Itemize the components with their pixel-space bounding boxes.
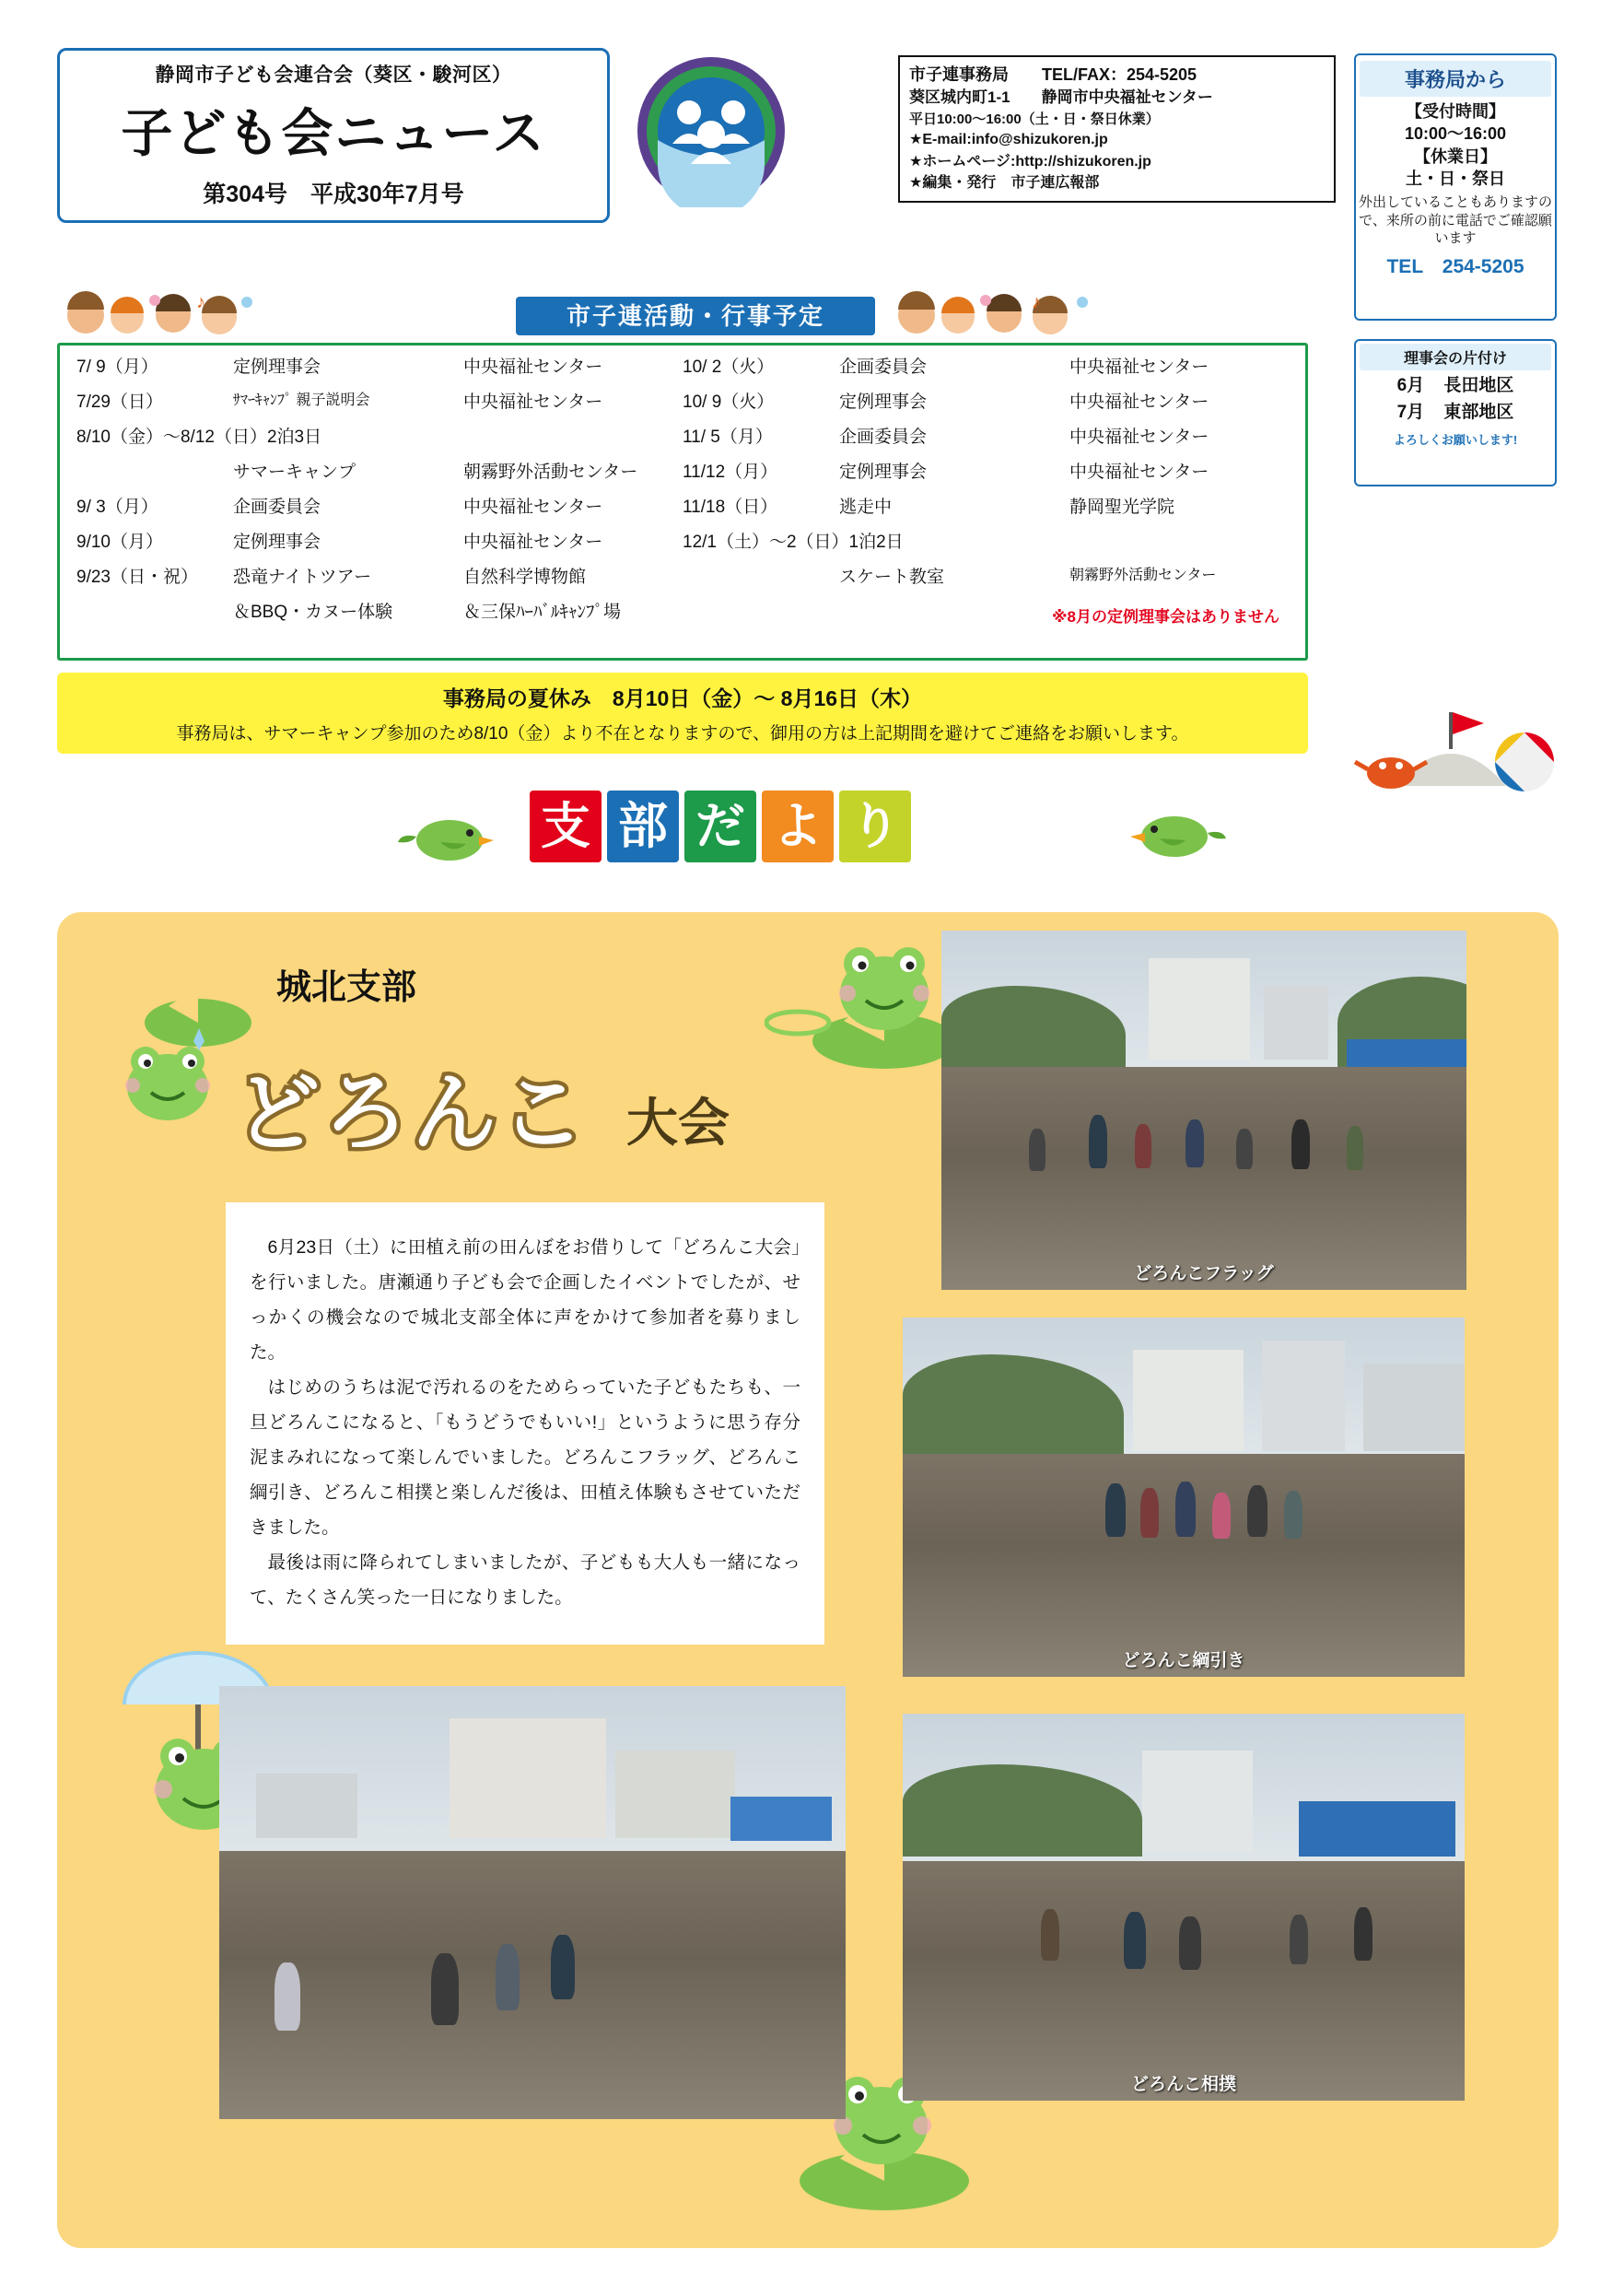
schedule-row	[76, 533, 683, 551]
schedule-place: ＆三保ﾊｰﾊﾞﾙｷｬﾝﾌﾟ場	[463, 603, 622, 622]
summer-break-banner	[57, 673, 1308, 754]
article-paragraph: はじめのうちは泥で汚れるのをためらっていた子どもたちも、一旦どろんこになると、「もうどうでもいい!」というように思う存分泥まみれになって楽しんでいました。どろんこフラッグ、どろんこ綱引き、どろんこ相撲と楽しんだ後は、田植え体験もさせていただきました。	[250, 1377, 800, 1539]
reception-label: 【受付時間】	[1406, 102, 1505, 121]
office-header: 事務局から	[1360, 61, 1551, 97]
cleanup-month: 6月	[1396, 376, 1425, 395]
schedule-place: 中央福祉センター	[463, 533, 603, 552]
schedule-event: 定例理事会	[233, 357, 321, 377]
kids-decoration-icon	[63, 287, 330, 338]
schedule-row	[76, 498, 683, 516]
schedule-place: 中央福祉センター	[463, 392, 603, 412]
bird-icon	[1119, 800, 1230, 864]
branch-name: 城北支部	[276, 968, 417, 1007]
photo-caption: どろんこフラッグ	[1134, 1264, 1274, 1283]
schedule-event: スケート教室	[839, 568, 945, 587]
svg-text:♪: ♪	[196, 292, 205, 312]
photo-doronko-flag	[941, 931, 1466, 1290]
schedule-place: 朝霧野外活動センター	[463, 463, 638, 482]
schedule-date: 9/23（日・祝）	[76, 568, 198, 587]
cleanup-month: 7月	[1396, 402, 1425, 422]
closed-label: 【休業日】	[1414, 146, 1497, 166]
contact-email[interactable]: ★E-mail:info@shizukoren.jp	[909, 132, 1108, 148]
shibu-char: り	[839, 791, 911, 862]
schedule-row	[76, 603, 683, 621]
schedule-date: 8/10（金）～8/12（日）2泊3日	[76, 428, 322, 447]
closed-days: 土・日・祭日	[1406, 169, 1505, 188]
schedule-row	[683, 533, 1289, 551]
schedule-row	[76, 393, 683, 411]
cleanup-row	[1356, 373, 1555, 400]
schedule-row	[76, 568, 683, 586]
schedule-event: 企画委員会	[839, 428, 928, 447]
schedule-row	[683, 428, 1289, 446]
schedule-date: 11/12（月）	[683, 463, 778, 482]
schedule-date	[76, 463, 233, 481]
schedule-place: 中央福祉センター	[1069, 428, 1209, 447]
article-paragraph: 最後は雨に降られてしまいましたが、子どもも大人も一緒になって、たくさん笑った一日になりました。	[250, 1552, 800, 1609]
schedule-date: 7/ 9（月）	[76, 357, 158, 377]
office-info-box	[1354, 53, 1557, 321]
photo-caption: どろんこ綱引き	[1122, 1651, 1245, 1670]
contact-address: 葵区城内町1-1 静岡市中央福祉センター	[909, 88, 1213, 107]
organization-name: 静岡市子ども会連合会（葵区・駿河区）	[155, 64, 512, 86]
schedule-event: 企画委員会	[839, 357, 928, 377]
shibu-char: よ	[762, 791, 834, 862]
schedule-place: 中央福祉センター	[463, 498, 603, 517]
schedule-box	[57, 343, 1308, 661]
schedule-column-right	[683, 358, 1289, 638]
association-logo	[636, 55, 788, 207]
schedule-date: 9/ 3（月）	[76, 498, 158, 517]
cleanup-area: 長田地区	[1443, 376, 1514, 395]
beach-decoration-icon	[1340, 677, 1571, 797]
schedule-row	[76, 463, 683, 481]
schedule-event: 定例理事会	[839, 392, 928, 412]
cleanup-header: 理事会の片付け	[1360, 344, 1551, 370]
schedule-column-left	[76, 358, 683, 638]
cleanup-area: 東部地区	[1443, 402, 1514, 422]
shibu-char: 部	[607, 791, 679, 862]
masthead	[57, 48, 610, 223]
schedule-event: 恐竜ナイトツアー	[233, 568, 372, 587]
issue-number: 第304号 平成30年7月号	[203, 182, 464, 207]
schedule-event: 定例理事会	[233, 533, 321, 552]
svg-text:♪: ♪	[1032, 292, 1041, 312]
schedule-title: 市子連活動・行事予定	[516, 297, 875, 335]
contact-publisher: ★編集・発行 市子連広報部	[909, 174, 1100, 191]
schedule-event: 企画委員会	[233, 498, 321, 517]
photo-caption: どろんこ相撲	[1130, 2075, 1236, 2094]
office-tel[interactable]: TEL 254-5205	[1386, 255, 1524, 277]
contact-office: 市子連事務局 TEL/FAX：254-5205	[909, 65, 1197, 84]
schedule-row	[683, 463, 1289, 481]
schedule-row	[76, 428, 683, 446]
shibu-char: だ	[684, 791, 756, 862]
photo-doronko-tug-of-war	[903, 1318, 1465, 1677]
contact-box	[898, 55, 1336, 203]
photo-doronko-sumo	[903, 1714, 1465, 2101]
schedule-event: サマーキャンプ	[233, 463, 356, 482]
frog-lilypad-icon	[765, 921, 967, 1087]
schedule-event: 定例理事会	[839, 463, 928, 482]
schedule-place: 中央福祉センター	[1069, 357, 1209, 377]
schedule-date	[76, 603, 233, 621]
schedule-place: 中央福祉センター	[463, 357, 603, 377]
bird-icon	[394, 803, 505, 868]
schedule-row	[683, 568, 1289, 586]
kids-decoration-icon	[894, 287, 1161, 338]
shibu-char: 支	[530, 791, 602, 862]
schedule-date: 11/ 5（月）	[683, 428, 773, 447]
photo-rice-planting	[219, 1686, 846, 2119]
summer-break-note: 事務局は、サマーキャンプ参加のため8/10（金）より不在となりますので、御用の方は上記期間を避けてご連絡をお願いします。	[176, 724, 1189, 744]
schedule-row	[683, 393, 1289, 411]
shibu-dayori-title	[530, 791, 1092, 870]
schedule-event: ｻﾏｰｷｬﾝﾌﾟ 親子説明会	[233, 392, 370, 408]
contact-website[interactable]: ★ホームページ:http://shizukoren.jp	[909, 153, 1151, 170]
schedule-note: ※8月の定例理事会はありません	[1052, 608, 1279, 626]
office-note: 外出していることもありますので、来所の前に電話でご確認願います	[1358, 194, 1552, 247]
schedule-date: 12/1（土）～2（日）1泊2日	[683, 533, 904, 552]
cleanup-row	[1356, 400, 1555, 427]
contact-hours: 平日10:00～16:00（土・日・祭日休業）	[909, 111, 1160, 127]
schedule-date: 10/ 2（火）	[683, 357, 775, 377]
schedule-date: 11/18（日）	[683, 498, 778, 517]
schedule-place: 中央福祉センター	[1069, 392, 1209, 412]
schedule-date: 10/ 9（火）	[683, 392, 775, 412]
article-paragraph: 6月23日（土）に田植え前の田んぼをお借りして「どろんこ大会」を行いました。唐瀬通り子ども会で企画したイベントでしたが、せっかくの機会なので城北支部全体に声をかけて参加者を募りました。	[250, 1237, 800, 1364]
schedule-place: 静岡聖光学院	[1069, 498, 1175, 517]
feature-article	[226, 1202, 824, 1645]
schedule-date: 7/29（日）	[76, 392, 163, 412]
schedule-place: 中央福祉センター	[1069, 463, 1209, 482]
schedule-date: 9/10（月）	[76, 533, 163, 552]
schedule-event: ＆BBQ・カヌー体験	[233, 603, 393, 622]
schedule-row	[683, 498, 1289, 516]
schedule-place: 自然科学博物館	[463, 568, 587, 587]
feature-title: どろんこ	[235, 1067, 590, 1161]
feature-subtitle: 大会	[626, 1094, 730, 1152]
schedule-event: 逃走中	[839, 498, 893, 517]
cleanup-footer: よろしくお願いします!	[1393, 433, 1518, 447]
summer-break-title: 事務局の夏休み 8月10日（金）～ 8月16日（木）	[442, 686, 923, 710]
schedule-row	[683, 358, 1289, 376]
schedule-place: 朝霧野外活動センター	[1069, 568, 1217, 583]
cleanup-duty-box	[1354, 339, 1557, 486]
reception-time: 10:00～16:00	[1404, 124, 1507, 144]
page-title: 子ども会ニュース	[121, 104, 546, 162]
schedule-row	[76, 358, 683, 376]
